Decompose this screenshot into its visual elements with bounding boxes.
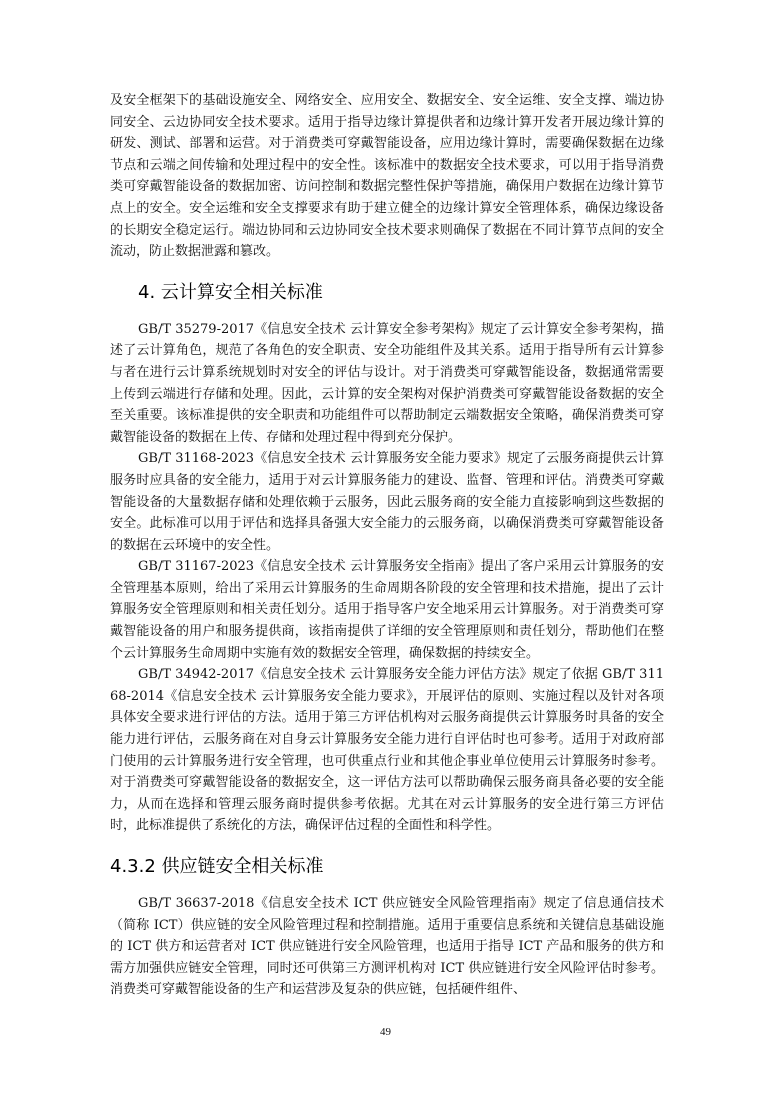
page-number: 49 bbox=[380, 1026, 391, 1038]
paragraph-gbt31168: GB/T 31168-2023《信息安全技术 云计算服务安全能力要求》规定了云服务商提供云计算服务时应具备的安全能力，适用于对云计算服务能力的建设、监督、管理和评估。消费类可穿戴智能设备的大量数据存储和处理依赖于云服务，因此云服务商的安全能力直接影响到这些数据的安全。此标准可以用于评估和选择具备强大安全能力的云服务商，以确保消费类可穿戴智能设备的数据在云环境中的安全性。 bbox=[110, 451, 664, 553]
section-heading-cloud-security: 4. 云计算安全相关标准 bbox=[138, 281, 323, 303]
section-heading-supply-chain: 4.3.2 供应链安全相关标准 bbox=[110, 856, 324, 877]
paragraph-gbt34942: GB/T 34942-2017《信息安全技术 云计算服务安全能力评估方法》规定了依据 GB/T 31168-2014《信息安全技术 云计算服务安全能力要求》，开展评估的原则、实施过程以及针对各项具体安全要求进行评估的方法。适用于第三方评估机构对云服务商提供云计算服务时具备的安全能力进行评估，云服务商在对自身云计算服务安全能力进行自评估时也可参考。适用于对政府部门使用的云计算服务进行安全管理，也可供重点行业和其他企事业单位使用云计算服务时参考。对于消费类可穿戴智能设备的数据安全，这一评估方法可以帮助确保云服务商具备必要的安全能力，从而在选择和管理云服务商时提供参考依据。尤其在对云计算服务的安全进行第三方评估时，此标准提供了系统化的方法，确保评估过程的全面性和科学性。 bbox=[110, 667, 664, 834]
paragraph-gbt31167: GB/T 31167-2023《信息安全技术 云计算服务安全指南》提出了客户采用云计算服务的安全管理基本原则，给出了采用云计算服务的生命周期各阶段的安全管理和技术措施，提出了云计算服务安全管理原则和相关责任划分。适用于指导客户安全地采用云计算服务。对于消费类可穿戴智能设备的用户和服务提供商，该指南提供了详细的安全管理原则和责任划分，帮助他们在整个云计算服务生命周期中实施有效的数据安全管理，确保数据的持续安全。 bbox=[110, 559, 664, 661]
paragraph-gbt36637: GB/T 36637-2018《信息安全技术 ICT 供应链安全风险管理指南》规定了信息通信技术（简称 ICT）供应链的安全风险管理过程和控制措施。适用于重要信息系统和关键信息基础设施的 ICT 供方和运营者对 ICT 供应链进行安全风险管理，也适用于指导 ICT 产品和服务的供方和需方加强供应链安全管理，同时还可供第三方测评机构对 ICT 供应链进行安全风险评估时参考。消费类可穿戴智能设备的生产和运营涉及复杂的供应链，包括硬件组件、 bbox=[110, 896, 664, 998]
page-content bbox=[110, 90, 664, 1001]
intro-paragraph: 及安全框架下的基础设施安全、网络安全、应用安全、数据安全、安全运维、安全支撑、端边协同安全、云边协同安全技术要求。适用于指导边缘计算提供者和边缘计算开发者开展边缘计算的研发、测试、部署和运营。对于消费类可穿戴智能设备，应用边缘计算时，需要确保数据在边缘节点和云端之间传输和处理过程中的安全性。该标准中的数据安全技术要求，可以用于指导消费类可穿戴智能设备的数据加密、访问控制和数据完整性保护等措施，确保用户数据在边缘计算节点上的安全。安全运维和安全支撑要求有助于建立健全的边缘计算安全管理体系，确保边缘设备的长期安全稳定运行。端边协同和云边协同安全技术要求则确保了数据在不同计算节点间的安全流动，防止数据泄露和篡改。 bbox=[110, 93, 664, 260]
paragraph-gbt35279: GB/T 35279-2017《信息安全技术 云计算安全参考架构》规定了云计算安全参考架构，描述了云计算角色，规范了各角色的安全职责、安全功能组件及其关系。适用于指导所有云计算参与者在进行云计算系统规划时对安全的评估与设计。对于消费类可穿戴智能设备，数据通常需要上传到云端进行存储和处理。因此，云计算的安全架构对保护消费类可穿戴智能设备数据的安全至关重要。该标准提供的安全职责和功能组件可以帮助制定云端数据安全策略，确保消费类可穿戴智能设备的数据在上传、存储和处理过程中得到充分保护。 bbox=[110, 321, 664, 445]
